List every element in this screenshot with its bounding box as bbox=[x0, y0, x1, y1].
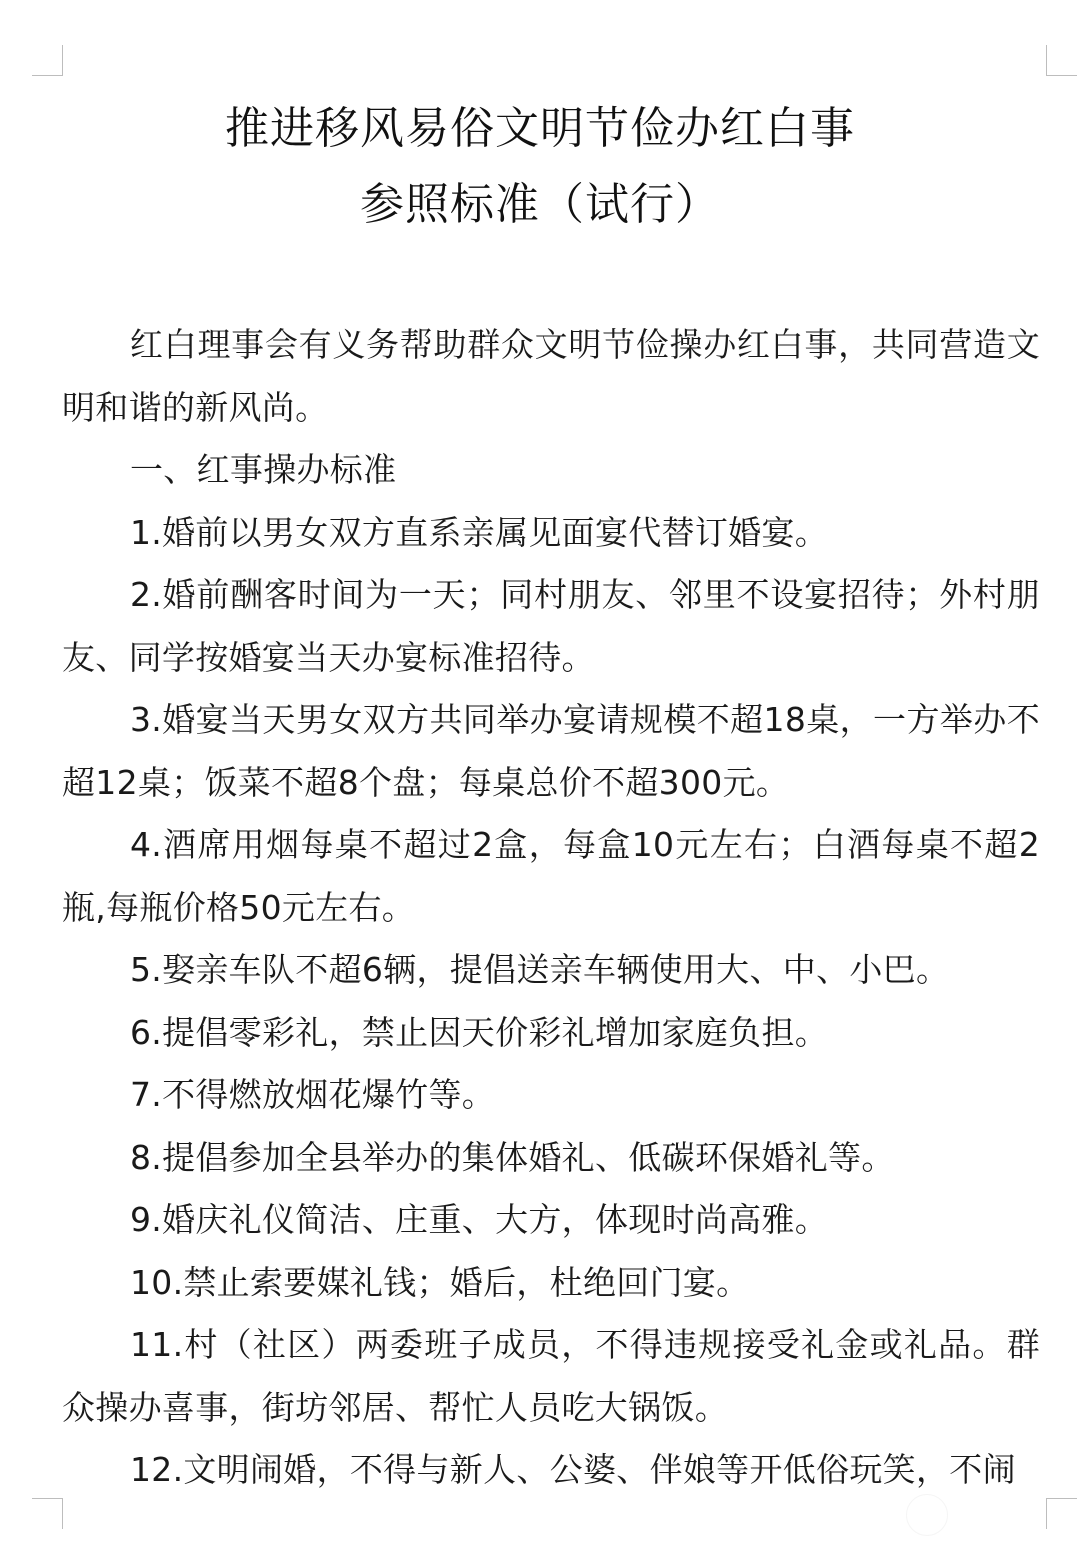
section-heading: 一、红事操办标准 bbox=[130, 450, 397, 489]
list-item: 11.村（社区）两委班子成员，不得违规接受礼金或礼品。群众操办喜事，街坊邻居、帮忙人员吃大锅饭。 bbox=[62, 1325, 1040, 1427]
list-item: 3.婚宴当天男女双方共同举办宴请规模不超18桌，一方举办不超12桌；饭菜不超8个盘；每桌总价不超300元。 bbox=[62, 700, 1040, 802]
page-corner-mark-bottom-left bbox=[32, 1498, 63, 1529]
paragraph-intro: 红白理事会有义务帮助群众文明节俭操办红白事，共同营造文明和谐的新风尚。 bbox=[62, 325, 1040, 427]
list-item: 12.文明闹婚，不得与新人、公婆、伴娘等开低俗玩笑，不闹 bbox=[130, 1450, 1016, 1489]
list-item: 7.不得燃放烟花爆竹等。 bbox=[130, 1075, 496, 1114]
document-subtitle: 参照标准（试行） bbox=[360, 179, 720, 230]
document-body bbox=[62, 314, 1040, 1502]
page-corner-mark-top-right bbox=[1046, 45, 1077, 76]
list-item: 1.婚前以男女双方直系亲属见面宴代替订婚宴。 bbox=[130, 512, 829, 552]
watermark-icon bbox=[906, 1494, 948, 1536]
list-item: 4.酒席用烟每桌不超过2盒，每盒10元左右；白酒每桌不超2瓶,每瓶价格50元左右。 bbox=[62, 825, 1040, 927]
list-item: 2.婚前酬客时间为一天；同村朋友、邻里不设宴招待；外村朋友、同学按婚宴当天办宴标准招待。 bbox=[62, 575, 1040, 677]
list-item: 9.婚庆礼仪简洁、庄重、大方，体现时尚高雅。 bbox=[130, 1200, 829, 1239]
document-title: 推进移风易俗文明节俭办红白事 bbox=[225, 103, 855, 154]
list-item: 5.娶亲车队不超6辆，提倡送亲车辆使用大、中、小巴。 bbox=[130, 950, 950, 989]
list-item: 10.禁止索要媒礼钱；婚后，杜绝回门宴。 bbox=[130, 1262, 750, 1302]
page-corner-mark-top-left bbox=[32, 45, 63, 76]
list-item: 8.提倡参加全县举办的集体婚礼、低碳环保婚礼等。 bbox=[130, 1137, 895, 1177]
list-item: 6.提倡零彩礼，禁止因天价彩礼增加家庭负担。 bbox=[130, 1012, 829, 1052]
page-corner-mark-bottom-right bbox=[1046, 1498, 1077, 1529]
